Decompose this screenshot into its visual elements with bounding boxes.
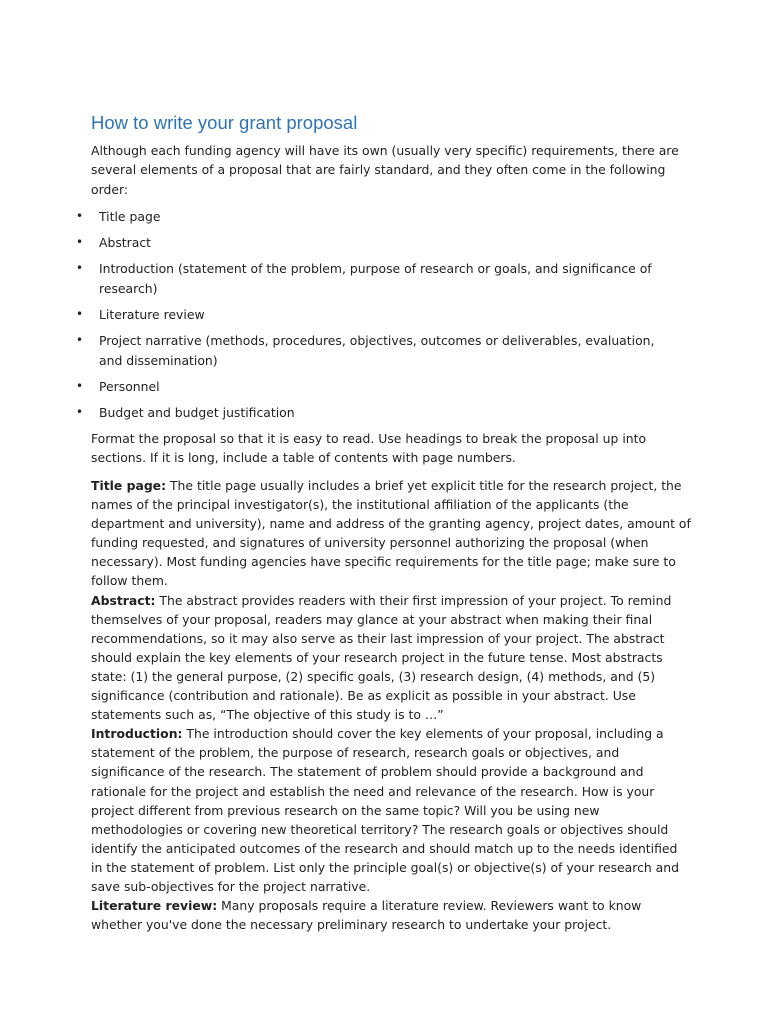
list-item	[0, 403, 679, 422]
list-item	[0, 259, 679, 298]
list-item-text: Title page	[99, 209, 161, 224]
section-abstract	[91, 591, 691, 725]
page-title: How to write your grant proposal	[91, 112, 358, 133]
list-item	[0, 377, 679, 396]
list-item	[0, 233, 679, 252]
list-item-text: Personnel	[99, 378, 160, 394]
list-item	[0, 207, 679, 226]
section-body: The abstract provides readers with their first impression of your project. To remind themselves of your proposal, readers may glance at your abstract when making their final recommendations, so it may also serve as their last impression of your project. The abstract should explain the key elements of your research project in the future tense. Most abstracts state: (1) the general purpose, (2) specific goals, (3) research design, (4) methods, and (5) significance (contribution and rationale). Be as explicit as possible in your abstract. Use statements such as, “The objective of this study is to …”	[91, 592, 672, 723]
list-item-text: Literature review	[99, 307, 205, 323]
list-item	[0, 305, 679, 324]
section-heading: Literature review:	[91, 898, 218, 914]
section-introduction	[91, 724, 691, 896]
section-body: The introduction should cover the key elements of your proposal, including a statement of the problem, the purpose of research, research goals or objectives, and significance of the research. The statement of problem should provide a background and rationale for the project and establish the need and relevance of the research. How is your project different from previous research on the same topic? Will you be using new methodologies or covering new theoretical territory? The research goals or objectives should identify the anticipated outcomes of the research and should match up to the needs identified in the statement of problem. List only the principle goal(s) or objective(s) of your research and save sub-objectives for the project narrative.	[91, 726, 679, 894]
bullet-icon: •	[76, 378, 84, 393]
section-body: The title page usually includes a brief yet explicit title for the research project, the names of the principal investigator(s), the institutional affiliation of the applicants (the department and university), name and address of the granting agency, project dates, amount of funding requested, and signatures of university personnel authorizing the proposal (when necessary). Most funding agencies have specific requirements for the title page; make sure to follow them.	[91, 478, 691, 589]
list-item	[0, 331, 679, 370]
bullet-icon: •	[76, 405, 84, 420]
bullet-icon: •	[76, 209, 84, 223]
bullet-icon: •	[76, 307, 84, 322]
list-item-text: Project narrative (methods, procedures, objectives, outcomes or deliverables, evaluation, and dissemination)	[99, 333, 655, 368]
list-item-text: Budget and budget justification	[99, 405, 295, 421]
proposal-sections	[91, 476, 691, 934]
bullet-icon: •	[76, 261, 84, 276]
section-heading: Title page:	[91, 478, 167, 493]
section-body: Many proposals require a literature review. Reviewers want to know whether you've done the necessary preliminary research to undertake your project.	[91, 898, 642, 933]
list-item-text: Abstract	[99, 235, 152, 251]
section-heading: Introduction:	[91, 726, 183, 742]
format-note-paragraph: Format the proposal so that it is easy to read. Use headings to break the proposal up into sections. If it is long, include a table of contents with page numbers.	[91, 431, 647, 466]
section-literature-review	[91, 896, 691, 934]
intro-paragraph: Although each funding agency will have its own (usually very specific) requirements, there are several elements of a proposal that are fairly standard, and they often come in the following order:	[91, 143, 679, 197]
proposal-elements-list	[0, 207, 768, 429]
bullet-icon: •	[76, 235, 84, 250]
section-title-page	[91, 476, 691, 591]
list-item-text: Introduction (statement of the problem, purpose of research or goals, and significance of research)	[99, 261, 652, 296]
section-heading: Abstract:	[91, 592, 156, 608]
bullet-icon: •	[76, 333, 84, 348]
